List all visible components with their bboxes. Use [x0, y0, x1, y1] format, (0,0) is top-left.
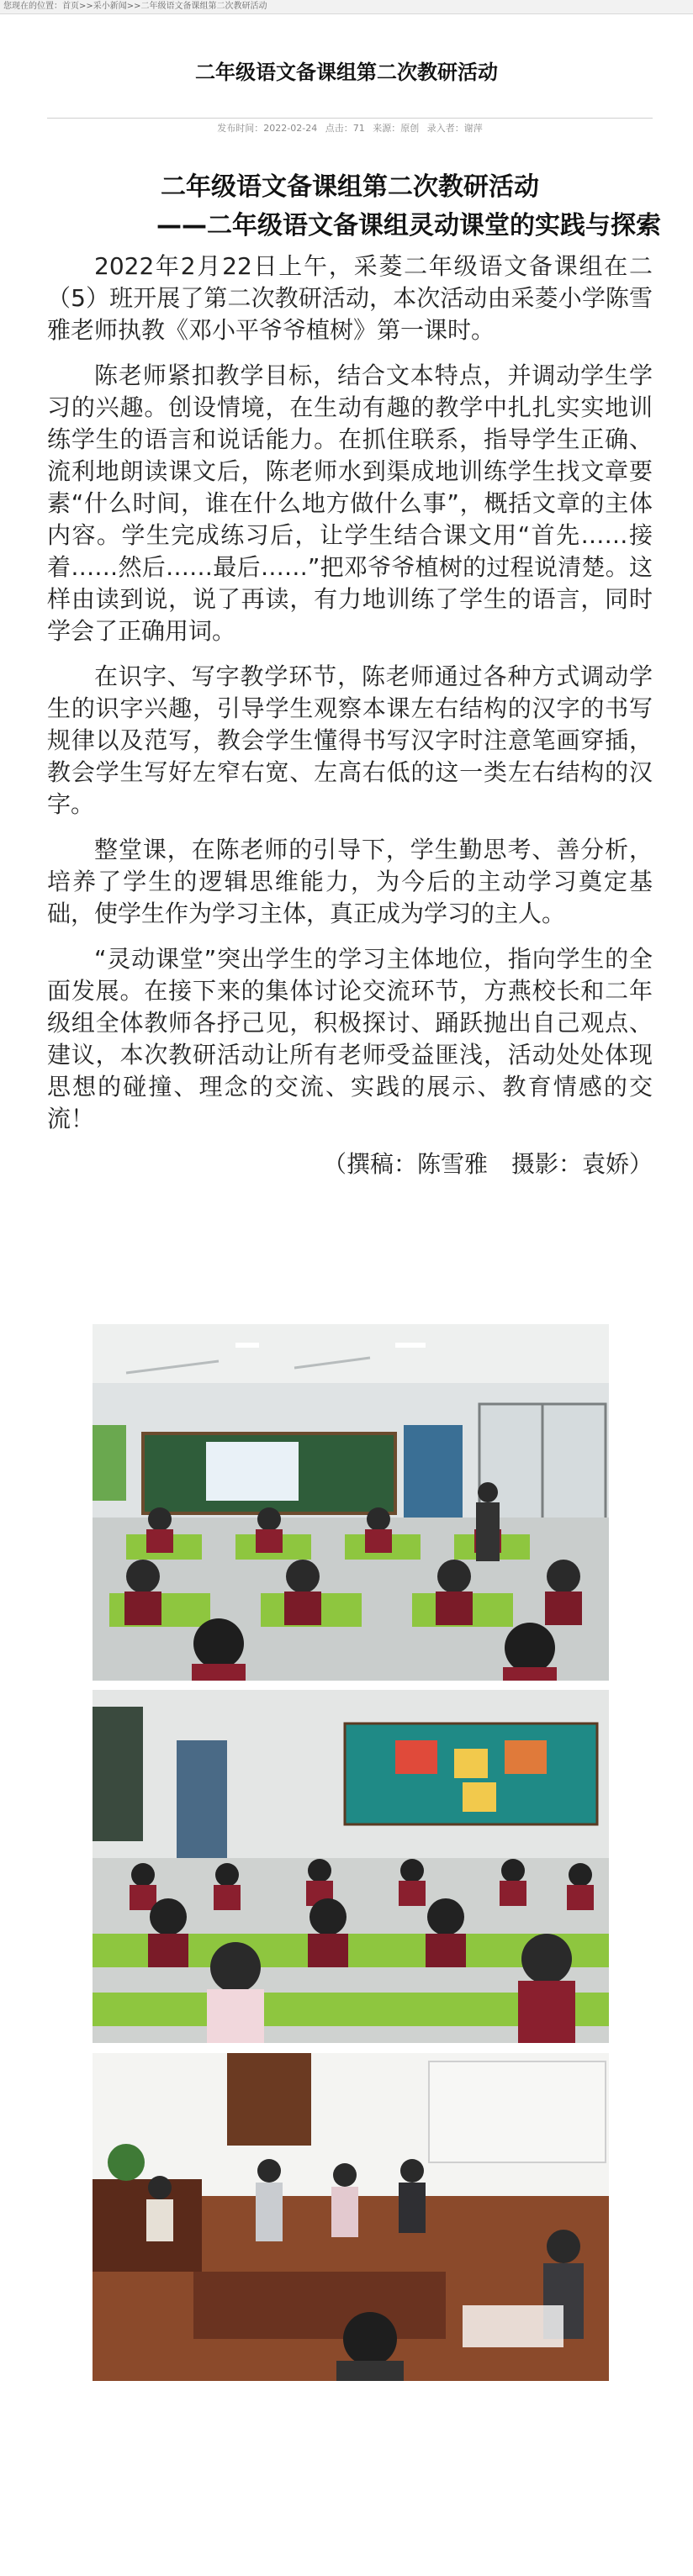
article-heading: 二年级语文备课组第二次教研活动	[161, 172, 539, 202]
page-title: 二年级语文备课组第二次教研活动	[195, 61, 498, 84]
article-paragraph: 在识字、写字教学环节，陈老师通过各种方式调动学生的识字兴趣，引导学生观察本课左右结构的汉字的书写规律以及范写，教会学生懂得书写汉字时注意笔画穿插，教会学生写好左窄右宽、左高右低的这一类左右结构的汉字。	[47, 662, 653, 818]
top-bar	[0, 0, 693, 14]
article-paragraph: 2022年2月22日上午，采菱二年级语文备课组在二（5）班开展了第二次教研活动，本次活动由采菱小学陈雪雅老师执教《邓小平爷爷植树》第一课时。	[47, 252, 653, 344]
article-subheading: ——二年级语文备课组灵动课堂的实践与探索	[156, 211, 661, 240]
teachers-discussion-photo	[93, 2053, 609, 2381]
article-paragraph: “灵动课堂”突出学生的学习主体地位，指向学生的全面发展。在接下来的集体讨论交流环节，方燕校长和二年级组全体教师各抒己见，积极探讨、踊跃抛出自己观点、建议，本次教研活动让所有老师受益匪浅，活动处处体现思想的碰撞、理念的交流、实践的展示、教育情感的交流！	[47, 945, 653, 1132]
article-source: 来源：原创	[373, 123, 420, 134]
click-count: 点击：71	[325, 123, 365, 134]
article-paragraph: 整堂课，在陈老师的引导下，学生勤思考、善分析，培养了学生的逻辑思维能力，为今后的主动学习奠定基础，使学生作为学习主体，真正成为学习的主人。	[47, 836, 653, 927]
publish-time: 发布时间：2022-02-24	[217, 123, 318, 134]
classroom-photo-1	[93, 1324, 609, 1681]
classroom-photo-2	[93, 1690, 609, 2043]
article-paragraph: 陈老师紧扣教学目标，结合文本特点，并调动学生学习的兴趣。创设情境，在生动有趣的教学中扎扎实实地训练学生的语言和说话能力。在抓住联系，指导学生正确、流利地朗读课文后，陈老师水到渠成地训练学生找文章要素“什么时间，谁在什么地方做什么事”，概括文章的主体内容。学生完成练习后，让学生结合课文用“首先……接着……然后……最后……”把邓爷爷植树的过程说清楚。这样由读到说，说了再读，有力地训练了学生的语言，同时学会了正确用词。	[47, 362, 653, 645]
article-editor: 录入者：谢萍	[426, 123, 483, 134]
article-byline: （撰稿：陈雪雅 摄影：袁娇）	[322, 1150, 653, 1178]
breadcrumb: 您现在的位置：首页>>采小新闻>>二年级语文备课组第二次教研活动	[3, 2, 267, 11]
article-meta	[47, 118, 653, 135]
article-body	[47, 168, 661, 1180]
